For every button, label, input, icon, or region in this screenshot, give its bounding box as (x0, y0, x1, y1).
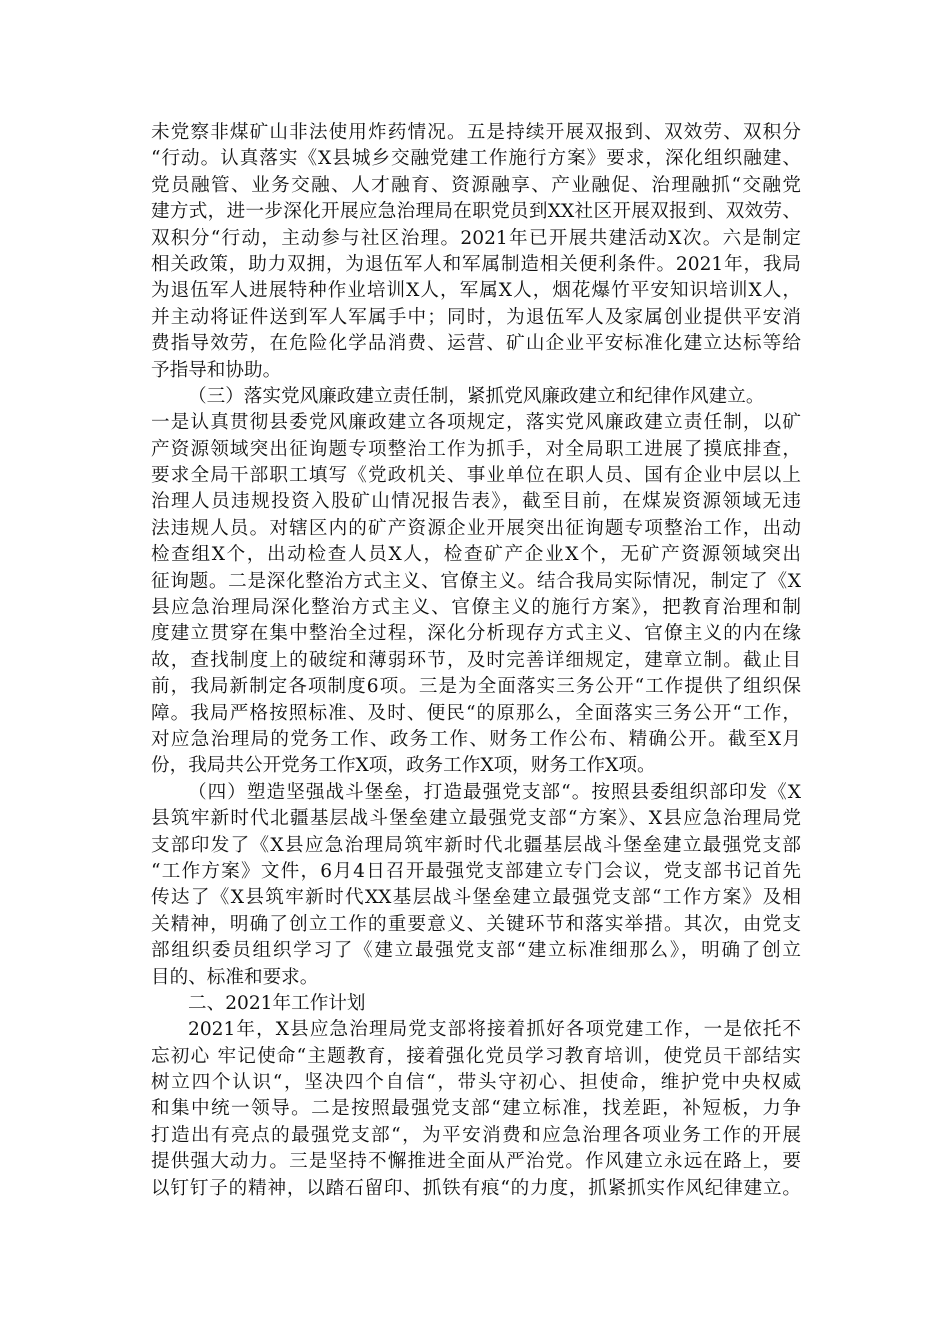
text-line: 予指导和协助。 (151, 359, 282, 381)
text-line: （三）落实党风廉政建立责任制，紧抓党风廉政建立和纪律作风建立。 (188, 385, 765, 407)
text-line: 对应急治理局的党务工作、政务工作、财务工作公布、精确公开。截至X月 (151, 728, 801, 750)
document-body (151, 120, 801, 1202)
text-line: 检查组X个，出动检查人员X人，检查矿产企业X个，无矿产资源领域突出 (151, 544, 801, 566)
text-line: 建方式，进一步深化开展应急治理局在职党员到XX社区开展双报到、双效劳、 (151, 201, 801, 223)
text-line: 提供强大动力。三是坚持不懈推进全面从严治党。作风建立永远在路上，要 (151, 1151, 801, 1173)
text-line: 双积分“行动，主动参与社区治理。2021年已开展共建活动X次。六是制定 (151, 227, 801, 249)
text-line: 产资源领域突出征询题专项整治工作为抓手，对全局职工进展了摸底排查， (151, 438, 801, 460)
text-line: 2021年，X县应急治理局党支部将接着抓好各项党建工作，一是依托不 (188, 1019, 801, 1041)
text-line: 份，我局共公开党务工作X项，政务工作X项，财务工作X项。 (151, 755, 656, 777)
text-line: 打造出有亮点的最强党支部“，为平安消费和应急治理各项业务工作的开展 (151, 1124, 801, 1146)
text-line: 部组织委员组织学习了《建立最强党支部“建立标准细那么》，明确了创立 (151, 940, 801, 962)
text-line: 前，我局新制定各项制度6项。三是为全面落实三务公开“工作提供了组织保 (151, 676, 801, 698)
text-line: 传达了《X县筑牢新时代XX基层战斗堡垒建立最强党支部“工作方案》及相 (151, 887, 801, 909)
text-line: 要求全局干部职工填写《党政机关、事业单位在职人员、国有企业中层以上 (151, 465, 801, 487)
text-line: 为退伍军人进展特种作业培训X人，军属X人，烟花爆竹平安知识培训X人， (151, 280, 801, 302)
text-line: 故，查找制度上的破绽和薄弱环节，及时完善详细规定，建章立制。截止目 (151, 649, 801, 671)
text-line: 并主动将证件送到军人军属手中；同时，为退伍军人及家属创业提供平安消 (151, 306, 801, 328)
text-line: 度建立贯穿在集中整治全过程，深化分析现存方式主义、官僚主义的内在缘 (151, 623, 801, 645)
text-line: 树立四个认识“，坚决四个自信“，带头守初心、担使命，维护党中央权威 (151, 1072, 801, 1094)
text-line: 和集中统一领导。二是按照最强党支部“建立标准，找差距，补短板，力争 (151, 1098, 801, 1120)
text-line: 征询题。二是深化整治方式主义、官僚主义。结合我局实际情况，制定了《X (151, 570, 801, 592)
text-line: （四）塑造坚强战斗堡垒，打造最强党支部“。按照县委组织部印发《X (188, 781, 801, 803)
text-line: 关精神，明确了创立工作的重要意义、关键环节和落实举措。其次，由党支 (151, 913, 801, 935)
text-line: “行动。认真落实《X县城乡交融党建工作施行方案》要求，深化组织融建、 (151, 148, 801, 170)
text-line: 以钉钉子的精神，以踏石留印、抓铁有痕“的力度，抓紧抓实作风纪律建立。 (151, 1177, 801, 1199)
text-line: 一是认真贯彻县委党风廉政建立各项规定，落实党风廉政建立责任制，以矿 (151, 412, 801, 434)
text-line: 目的、标准和要求。 (151, 966, 319, 988)
text-line: 二、2021年工作计划 (188, 992, 366, 1014)
text-line: 党员融管、业务交融、人才融育、资源融享、产业融促、治理融抓“交融党 (151, 174, 801, 196)
text-line: 未党察非煤矿山非法使用炸药情况。五是持续开展双报到、双效劳、双积分 (151, 122, 801, 143)
text-line: 忘初心 牢记使命“主题教育，接着强化党员学习教育培训，使党员干部结实 (151, 1045, 801, 1067)
text-line: 治理人员违规投资入股矿山情况报告表》，截至目前，在煤炭资源领域无违 (151, 491, 801, 513)
text-line: 障。我局严格按照标准、及时、便民“的原那么，全面落实三务公开“工作， (151, 702, 801, 724)
text-line: 县筑牢新时代北疆基层战斗堡垒建立最强党支部“方案》、X县应急治理局党 (151, 808, 801, 830)
text-line: 县应急治理局深化整治方式主义、官僚主义的施行方案》，把教育治理和制 (151, 597, 801, 619)
text-line: 法违规人员。对辖区内的矿产资源企业开展突出征询题专项整治工作，出动 (151, 517, 801, 539)
text-line: 费指导效劳，在危险化学品消费、运营、矿山企业平安标准化建立达标等给 (151, 333, 801, 355)
text-line: 支部印发了《X县应急治理局筑牢新时代北疆基层战斗堡垒建立最强党支部 (151, 834, 801, 856)
text-line: “工作方案》文件，6月4日召开最强党支部建立专门会议，党支部书记首先 (151, 860, 801, 882)
text-line: 相关政策，助力双拥，为退伍军人和军属制造相关便利条件。2021年，我局 (151, 253, 801, 275)
